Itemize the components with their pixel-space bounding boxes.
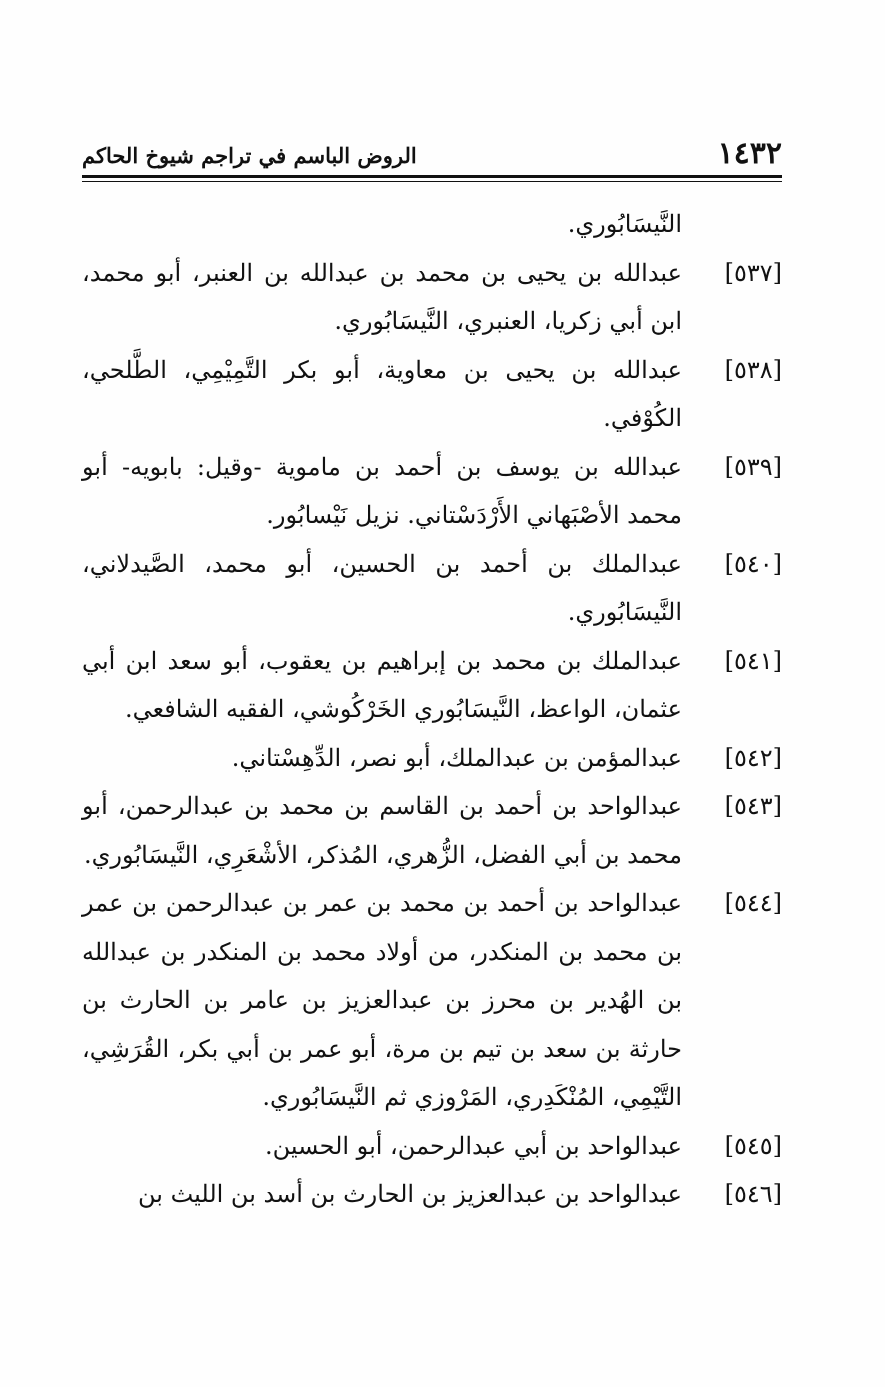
entry-number: [٥٣٧] bbox=[724, 258, 782, 287]
page-body bbox=[82, 200, 782, 1219]
entry-text: عبدالله بن يحيى بن محمد بن عبدالله بن العنبر، أبو محمد، ابن أبي زكريا، العنبري، النَّيسَابُوري. bbox=[82, 258, 682, 335]
entry-546 bbox=[82, 1170, 782, 1219]
header-rule-thin bbox=[82, 181, 782, 182]
entry-537 bbox=[82, 249, 782, 346]
running-title: الروض الباسم في تراجم شيوخ الحاكم bbox=[82, 143, 417, 168]
entry-544 bbox=[82, 879, 782, 1122]
entry-number: [٥٤٣] bbox=[724, 792, 782, 820]
entry-number: [٥٣٨] bbox=[724, 355, 782, 384]
entry-text: عبدالمؤمن بن عبدالملك، أبو نصر، الدِّهِسْتاني. bbox=[231, 743, 682, 772]
entry-540 bbox=[82, 540, 782, 637]
entry-538 bbox=[82, 346, 782, 443]
entry-number: [٥٤٦] bbox=[724, 1180, 782, 1208]
entry-text: عبدالواحد بن أبي عبدالرحمن، أبو الحسين. bbox=[265, 1131, 682, 1160]
entry-text: عبدالله بن يوسف بن أحمد بن ماموية -وقيل: بابويه- أبو محمد الأصْبَهاني الأَرْدَسْتاني. نزيل نَيْسابُور. bbox=[82, 452, 682, 529]
entry-539 bbox=[82, 443, 782, 540]
entry-continuation bbox=[82, 200, 782, 249]
entry-number: [٥٤١] bbox=[724, 646, 782, 675]
header-rule-thick bbox=[82, 175, 782, 178]
entry-number: [٥٤٠] bbox=[724, 549, 782, 578]
entry-text: عبدالواحد بن أحمد بن القاسم بن محمد بن عبدالرحمن، أبو محمد بن أبي الفضل، الزُّهري، المُذكر، الأشْعَرِي، النَّيسَابُوري. bbox=[82, 792, 682, 869]
entry-number: [٥٣٩] bbox=[724, 452, 782, 481]
entry-text: عبدالملك بن أحمد بن الحسين، أبو محمد، الصَّيدلاني، النَّيسَابُوري. bbox=[82, 549, 682, 626]
entry-number: [٥٤٥] bbox=[724, 1131, 782, 1160]
page-header bbox=[82, 134, 782, 174]
entry-text: النَّيسَابُوري. bbox=[567, 210, 682, 238]
entry-number: [٥٤٢] bbox=[724, 743, 782, 772]
entry-text: عبدالواحد بن عبدالعزيز بن الحارث بن أسد بن الليث بن bbox=[137, 1180, 682, 1208]
entry-number: [٥٤٤] bbox=[724, 889, 782, 917]
entry-545 bbox=[82, 1122, 782, 1171]
entry-542 bbox=[82, 734, 782, 783]
entry-text: عبدالله بن يحيى بن معاوية، أبو بكر التَّمِيْمِي، الطَّلحي، الكُوْفي. bbox=[82, 355, 682, 432]
page-number: ١٤٣٢ bbox=[717, 136, 782, 171]
entry-text: عبدالواحد بن أحمد بن محمد بن عمر بن عبدالرحمن بن عمر بن محمد بن المنكدر، من أولاد محمد بن المنكدر بن عبدالله بن الهُدير بن محرز بن عبدالعزيز بن عامر بن الحارث بن حارثة بن سعد بن تيم بن مرة، أبو عمر بن أبي بكر، القُرَشِي، التَّيْمِي، المُنْكَدِري، المَرْوزي ثم النَّيسَابُوري. bbox=[82, 889, 682, 1111]
entry-543 bbox=[82, 782, 782, 879]
entry-text: عبدالملك بن محمد بن إبراهيم بن يعقوب، أبو سعد ابن أبي عثمان، الواعظ، النَّيسَابُوري الخَرْكُوشي، الفقيه الشافعي. bbox=[82, 646, 682, 723]
entry-541 bbox=[82, 637, 782, 734]
